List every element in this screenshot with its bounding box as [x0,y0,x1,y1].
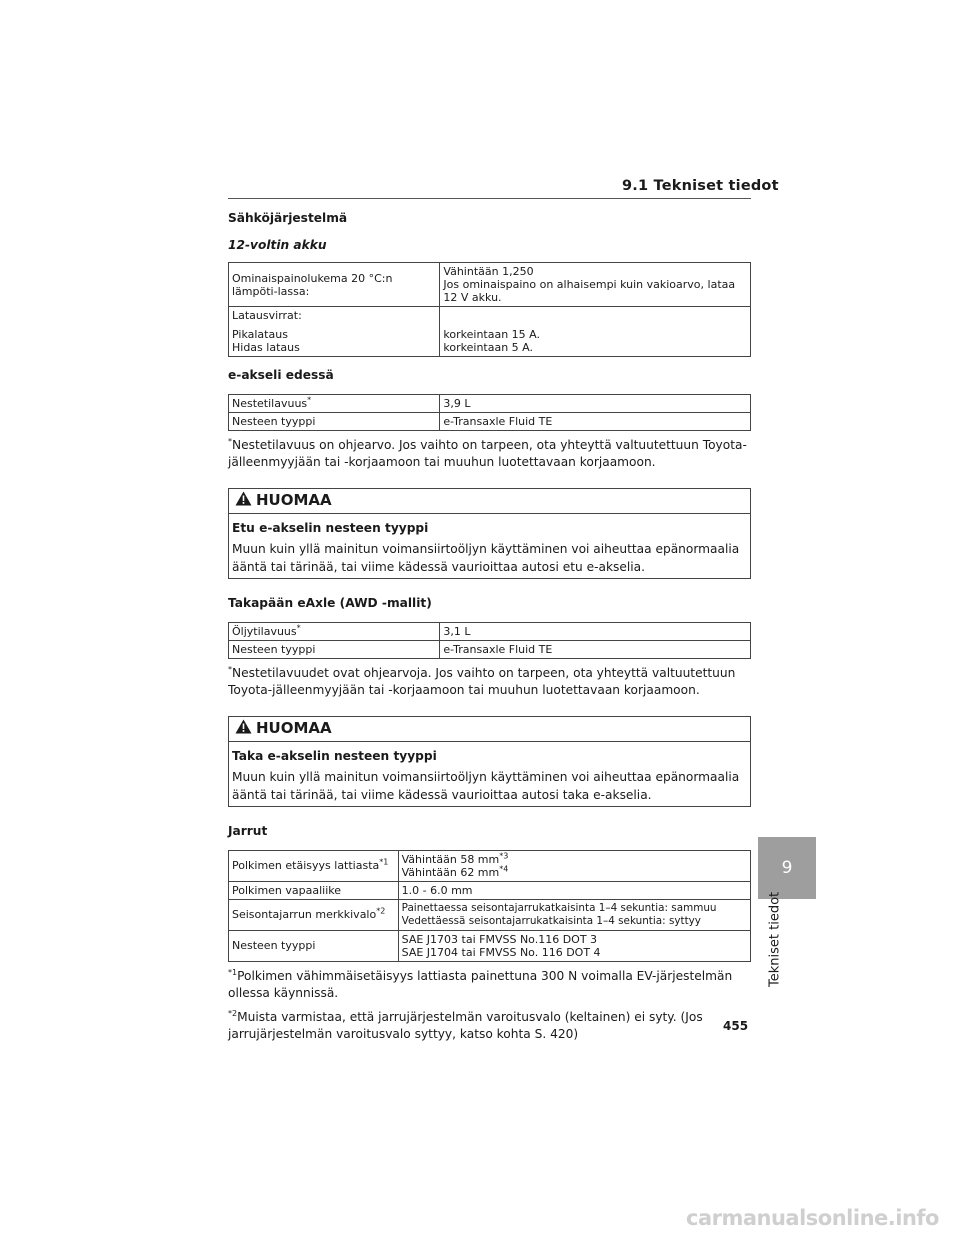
cell-text: Vähintään 58 mm [401,852,500,866]
cell-line: korkeintaan 15 A. [443,328,540,341]
footnote-mark: * [296,622,301,632]
footnote [228,1009,751,1044]
table-cell [229,394,440,412]
brakes-table [228,850,751,962]
warning-icon [235,719,252,739]
table-cell: e-Transaxle Fluid TE [440,412,751,430]
cell-line: Hidas lataus [232,341,300,354]
cell-text: Polkimen etäisyys lattiasta [232,859,380,872]
table-cell [229,307,440,357]
page-content [228,210,751,1054]
table-row [229,640,751,658]
front-axle-heading: e-akseli edessä [228,368,334,382]
cell-text: Öljytilavuus [232,624,297,638]
table-cell [229,899,399,930]
caution-text: Muun kuin yllä mainitun voimansiirtoöljyn käyttäminen voi aiheuttaa epänormaalia ääntä tai tärinää, tai viime kädessä vaurioittaa autosi etu e-akselia. [232,542,740,574]
chapter-tab-label [768,884,782,994]
rear-axle-heading: Takapään eAxle (AWD -mallit) [228,596,432,610]
footnote-mark: *1 [379,857,389,867]
page-number: 455 [723,1019,749,1033]
caution-label: HUOMAA [256,490,332,509]
watermark: carmanualsonline.info [686,1206,939,1230]
caution-label: HUOMAA [256,718,332,737]
table-row [229,412,751,430]
chapter-tab-text: Tekniset tiedot [767,891,783,987]
table-cell [398,930,750,961]
footnote-mark: *1 [228,967,238,977]
cell-text: Nestetilavuus [232,396,308,410]
cell-line: Jos ominaispaino on alhaisempi kuin vakioarvo, lataa 12 V akku. [443,278,736,304]
caution-body [229,514,750,579]
table-cell: Nesteen tyyppi [229,640,440,658]
footnote-mark: * [307,394,312,404]
table-cell: 3,1 L [440,622,751,640]
table-cell [398,899,750,930]
rear-axle-table [228,622,751,659]
table-cell: Ominaispainolukema 20 °C:n lämpöti-lassa: [229,263,440,307]
table-cell: Polkimen vapaaliike [229,881,399,899]
brakes-heading: Jarrut [228,824,268,838]
footnote-text: Polkimen vähimmäisetäisyys lattiasta painettuna 300 N voimalla EV-järjestelmän ollessa käynnissä. [228,968,733,1000]
header-rule [228,198,751,199]
footnote-mark: * [228,664,232,674]
table-cell: 1.0 - 6.0 mm [398,881,750,899]
cell-line: Latausvirrat: [232,309,302,322]
cell-text: Seisontajarrun merkkivalo [232,908,377,921]
cell-line: Pikalataus [232,328,288,341]
cell-line: Vähintään 1,250 [443,265,534,278]
cell-line: Painettaessa seisontajarrukatkaisinta 1–4 sekuntia: sammuu [401,901,717,914]
table-row [229,850,751,881]
table-cell [229,622,440,640]
cell-line: korkeintaan 5 A. [443,341,533,354]
caution-text: Muun kuin yllä mainitun voimansiirtoöljyn käyttäminen voi aiheuttaa epänormaalia ääntä tai tärinää, tai viime kädessä vaurioittaa autosi taka e-akselia. [232,770,740,802]
caution-box [228,716,751,808]
chapter-tab: 9 [758,837,816,899]
footnote-mark: * [228,436,232,446]
cell-line: SAE J1704 tai FMVSS No. 116 DOT 4 [401,945,601,959]
footnote-mark: *2 [376,906,386,916]
table-cell [229,850,399,881]
table-cell [398,850,750,881]
table-row [229,622,751,640]
footnote-mark: *3 [499,850,509,860]
caution-header [229,717,750,742]
table-row [229,263,751,307]
cell-text: Vähintään 62 mm [401,865,500,879]
table-cell [440,307,751,357]
cell-line: SAE J1703 tai FMVSS No.116 DOT 3 [401,932,598,946]
caution-body [229,742,750,807]
front-axle-table [228,394,751,431]
cell-line [401,850,747,866]
section-header: 9.1 Tekniset tiedot [622,178,779,194]
footnote [228,437,751,472]
battery-subheading: 12-voltin akku [228,237,327,252]
table-row [229,394,751,412]
caution-header [229,489,750,514]
footnote [228,665,751,700]
footnote-mark: *4 [499,863,509,873]
table-cell: Nesteen tyyppi [229,412,440,430]
footnote-text: Nestetilavuus on ohjearvo. Jos vaihto on tarpeen, ota yhteyttä valtuutettuun Toyota-jälleenmyyjään tai -korjaamoon tai muuhun luotettavaan korjaamoon. [228,437,747,469]
caution-box [228,488,751,580]
footnote-mark: *2 [228,1008,238,1018]
footnote-text: Muista varmistaa, että jarrujärjestelmän varoitusvalo (keltainen) ei syty. (Jos jarrujärjestelmän varoitusvalo syttyy, katso kohta S. 420) [228,1009,703,1041]
caution-title: Etu e-akselin nesteen tyyppi [232,520,429,535]
table-cell: e-Transaxle Fluid TE [440,640,751,658]
cell-line [401,863,747,879]
electrical-heading: Sähköjärjestelmä [228,211,348,225]
table-row [229,307,751,357]
battery-table [228,262,751,357]
caution-title: Taka e-akselin nesteen tyyppi [232,748,437,763]
table-cell: 3,9 L [440,394,751,412]
cell-line: Vedettäessä seisontajarrukatkaisinta 1–4 sekuntia: syttyy [401,914,701,927]
table-row [229,899,751,930]
table-row [229,881,751,899]
warning-icon [235,491,252,511]
table-row [229,930,751,961]
table-cell [440,263,751,307]
footnote-text: Nestetilavuudet ovat ohjearvoja. Jos vaihto on tarpeen, ota yhteyttä valtuutettuun Toyota-jälleenmyyjään tai -korjaamoon tai muuhun luotettavaan korjaamoon. [228,665,736,697]
footnote [228,968,751,1003]
table-cell: Nesteen tyyppi [229,930,399,961]
